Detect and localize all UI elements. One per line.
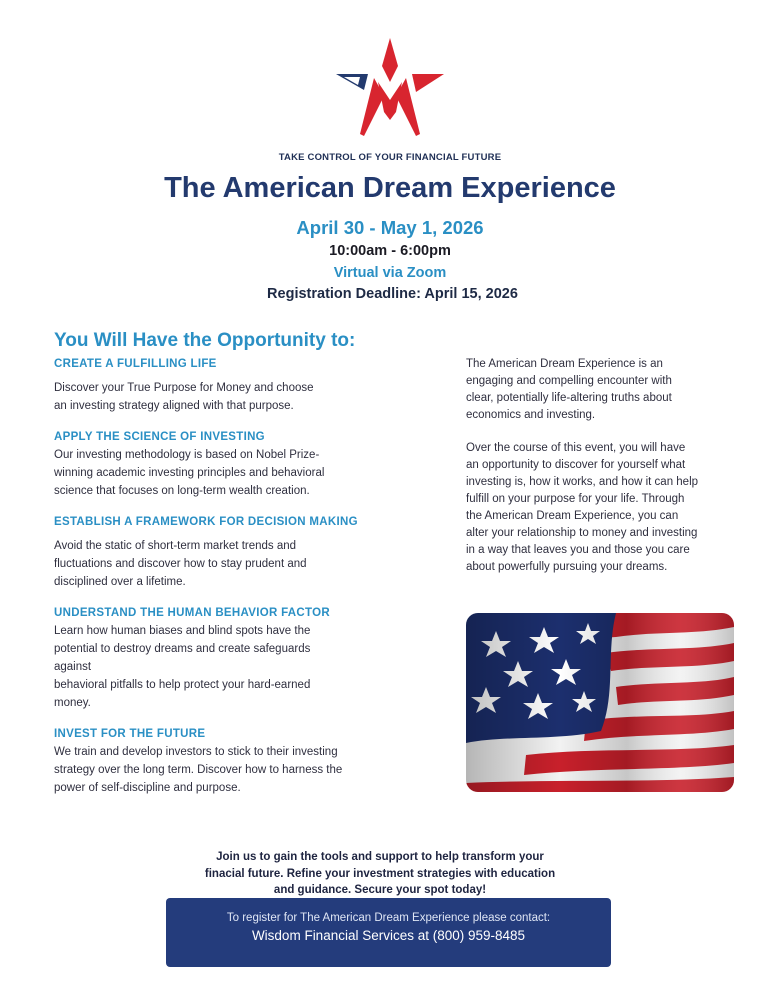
benefit-line: Discover your True Purpose for Money and choose: [54, 382, 314, 394]
cta-line: and guidance. Secure your spot today!: [273, 884, 487, 896]
intro-text: [466, 356, 738, 592]
opportunities-heading: You Will Have the Opportunity to:: [54, 330, 356, 351]
benefit-invest-future: [54, 728, 414, 797]
cta-line: Join us to gain the tools and support to help transform your: [216, 851, 544, 863]
page-title: The American Dream Experience: [164, 172, 616, 204]
benefit-line: winning academic investing principles and behavioral: [54, 467, 325, 479]
benefit-body: [54, 537, 414, 591]
american-flag-image: [466, 613, 734, 792]
call-to-action: [170, 849, 590, 899]
intro-line: engaging and compelling encounter with: [466, 375, 672, 387]
benefit-line: Our investing methodology is based on Nobel Prize-: [54, 449, 320, 461]
intro-line: about powerfully pursuing your dreams.: [466, 561, 668, 573]
tagline: TAKE CONTROL OF YOUR FINANCIAL FUTURE: [278, 152, 502, 163]
registration-deadline: Registration Deadline: April 15, 2026: [267, 286, 518, 302]
intro-line: in a way that leaves you and those you care: [466, 544, 690, 556]
benefit-line: fluctuations and discover how to stay prudent and: [54, 558, 307, 570]
intro-paragraph-1: [466, 356, 738, 424]
contact-instructions: To register for The American Dream Experience please contact:: [226, 912, 551, 924]
benefit-body: [54, 446, 414, 500]
event-time: 10:00am - 6:00pm: [329, 243, 451, 259]
intro-line: investing is, how it works, and how it can help: [466, 476, 699, 488]
benefit-line: disciplined over a lifetime.: [54, 576, 186, 588]
intro-line: The American Dream Experience is an: [466, 358, 663, 370]
intro-line: the American Dream Experience, you can: [466, 510, 679, 522]
benefit-science-of-investing: [54, 431, 414, 500]
benefit-human-behavior: [54, 607, 414, 712]
star-logo-icon: [334, 36, 446, 138]
benefit-body: [54, 379, 414, 415]
benefit-line: science that focuses on long-term wealth creation.: [54, 485, 310, 497]
event-venue: Virtual via Zoom: [333, 265, 447, 281]
intro-line: alter your relationship to money and investing: [466, 527, 698, 539]
intro-paragraph-2: [466, 440, 738, 576]
benefit-fulfilling-life: [54, 358, 414, 415]
benefit-line: Avoid the static of short-term market trends and: [54, 540, 297, 552]
benefit-body: [54, 743, 414, 797]
benefit-title: CREATE A FULFILLING LIFE: [54, 358, 217, 370]
benefit-line: an investing strategy aligned with that purpose.: [54, 400, 294, 412]
event-date: April 30 - May 1, 2026: [296, 217, 484, 238]
benefit-title: ESTABLISH A FRAMEWORK FOR DECISION MAKING: [54, 516, 358, 528]
intro-line: economics and investing.: [466, 409, 596, 421]
benefit-line: potential to destroy dreams and create safeguards: [54, 643, 311, 655]
contact-box: [166, 898, 611, 967]
benefit-title: INVEST FOR THE FUTURE: [54, 728, 206, 740]
benefit-line: We train and develop investors to stick to their investing: [54, 746, 338, 758]
benefit-line: against: [54, 661, 92, 673]
benefit-line: money.: [54, 697, 91, 709]
benefit-body: [54, 622, 414, 712]
benefit-line: power of self-discipline and purpose.: [54, 782, 241, 794]
intro-line: fulfill on your purpose for your life. Through: [466, 493, 685, 505]
contact-phone[interactable]: Wisdom Financial Services at (800) 959-8485: [251, 928, 526, 943]
cta-line: finacial future. Refine your investment strategies with education: [204, 867, 556, 880]
intro-line: clear, potentially life-altering truths about: [466, 392, 672, 404]
benefit-title: APPLY THE SCIENCE OF INVESTING: [54, 431, 265, 443]
intro-line: an opportunity to discover for yourself what: [466, 459, 686, 471]
benefit-line: strategy over the long term. Discover how to harness the: [54, 764, 343, 776]
benefit-line: behavioral pitfalls to help protect your hard-earned: [54, 679, 311, 691]
benefits-list: [54, 358, 414, 813]
benefit-line: Learn how human biases and blind spots have the: [54, 625, 311, 637]
benefit-decision-framework: [54, 516, 414, 591]
intro-line: Over the course of this event, you will have: [466, 442, 686, 454]
benefit-title: UNDERSTAND THE HUMAN BEHAVIOR FACTOR: [54, 607, 330, 619]
